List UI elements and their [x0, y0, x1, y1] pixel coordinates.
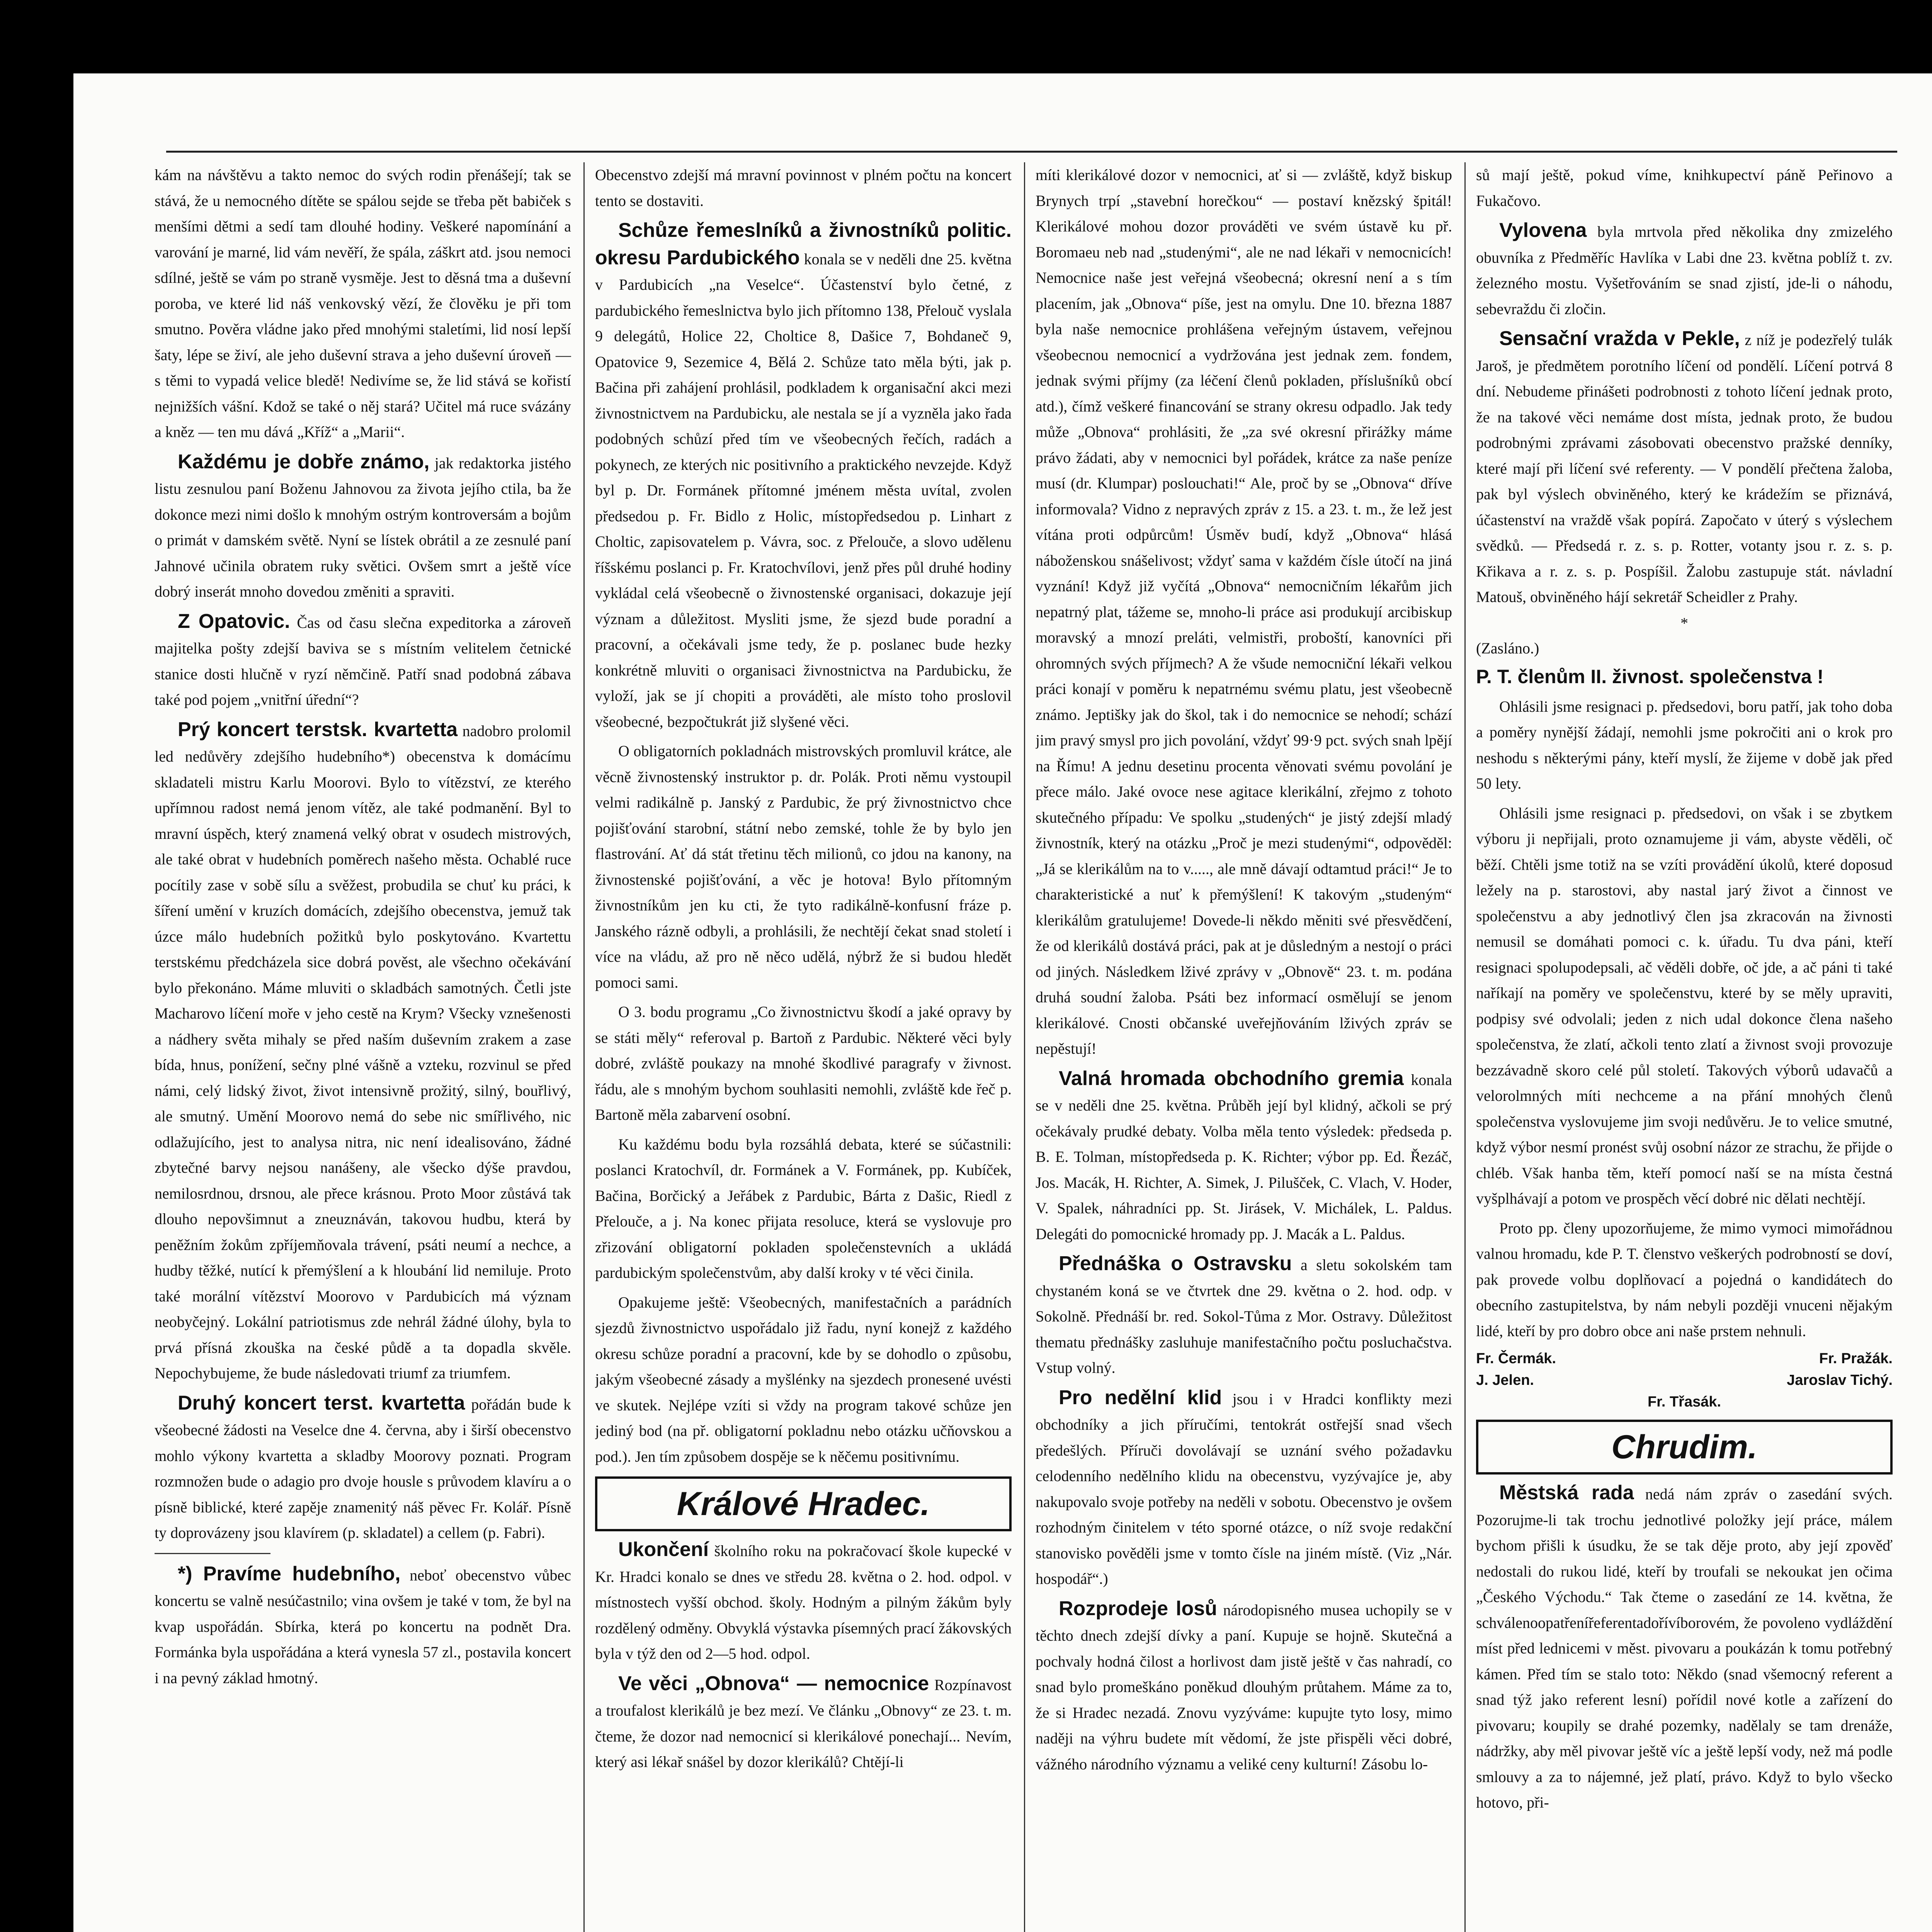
- article-text: kám na návštěvu a takto nemoc do svých rodin přenášejí; tak se stává, že u nemocného dítěte se spálou sejde se třeba pět babiček s menšími dětmi a sedí tam dlouhé hodiny. Veškeré napomínání a varování je marné, lid vám nevěří, že spála, záškrt atd. jsou nemoci sdílné, ještě se vám po straně vysměje. Jest to děsná tma a duševní poroba, ve které lid náš venkovský vězí, že člověku je při tom smutno. Pověra vládne jako před mnohými staletími, lid nosí lepší šaty, lépe se živí, ale jeho duševní strava a jeho duševní úroveň — s těmi to vypadá velice bledě! Nedivíme se, že lid stává se kořistí nejnižších vášní. Kdož se také o něj stará? Učitel má ruce svázány a kněz — ten mu dává „Kříž“ a „Marii“.: [155, 166, 571, 440]
- signature: Jaroslav Tichý.: [1787, 1372, 1893, 1388]
- footnote-separator: [155, 1553, 270, 1554]
- article-paragraph: [595, 218, 1012, 735]
- header-rule: [166, 151, 1897, 153]
- notice-body: [1476, 694, 1893, 1344]
- article-paragraph: [595, 999, 1012, 1128]
- signature-row-3: [1476, 1391, 1893, 1413]
- notice-paragraph: Proto pp. členy upozorňujeme, že mimo vymoci mimořádnou valnou hromadu, kde P. T. členstvo veškerých podrobností se doví, pak provede volbu doplňovací a pojedná o kandidátech do obecního zastupitelstva, by nám nebyli později vnuceni nějakým lidé, kteří by pro dobro obce ani naše prstem nehnuli.: [1476, 1219, 1893, 1340]
- newspaper-page: [155, 162, 1932, 1932]
- notice-heading: P. T. členům II. živnost. společenstva !: [1476, 665, 1824, 687]
- article-headline: Valná hromada obchodního gremia: [1059, 1067, 1404, 1090]
- article-paragraph: [155, 162, 571, 445]
- article-headline: Z Opatovic.: [178, 610, 290, 633]
- signature: Fr. Třasák.: [1647, 1394, 1721, 1410]
- signature: Fr. Čermák.: [1476, 1350, 1556, 1367]
- notice-paragraph: Ohlásili jsme resignaci p. předsedovi, on však i se zbytkem výboru ji nepřijali, proto oznamujeme ji vám, abyste věděli, oč běží. Chtěli jsme totiž na se vzíti provádění úkolů, které doposud ležely na p. starostovi, aby nastal jarý život a činnost ve společenstvu a aby jednotlivý člen jsa zkracován na živnosti nemusil se domáhati pomoci c. k. úřadu. Tu dva páni, kteří resignaci spolupodepsali, ač věděli dobře, oč jde, a ač páni ti také naříkají na poměry ve společenstvu, které by se měly upraviti, podpisy své odvolali; jeden z nich udal dokonce člena našeho společenstva, že zlatí, ačkoli tento zlatí a živnost svoji provozuje bezzávadně skoro celé půl století. Takových výborů udavačů a velorolmných míti nechceme a na přání mnohých členů společenstva vyslovujeme jim svoji nedůvěru. Je to velice smutné, když výbor nesmí pronést svůj osobní názor ze strachu, že přijde o chléb. Však hanba těm, kteří pomocí naší se na místa čestná vyšplhávají a potom ve prospěch věcí dobré nic dělati nechtějí.: [1476, 804, 1893, 1207]
- notice-sent-label: (Zasláno.): [1476, 639, 1539, 657]
- article-paragraph: [595, 738, 1012, 995]
- article-paragraph: [595, 162, 1012, 214]
- article-text: školního roku na pokračovací škole kupecké v Kr. Hradci konalo se dnes ve středu 28. května o 2. hod. odpol. v místnostech vyšší obchod. školy. Hodným a pilným žákům byly rozdělený odměny. Obvyklá výstavka písemných prací žákovských byla v týž den od 2—5 hod. odpol.: [595, 1542, 1012, 1662]
- article-text: Čas od času slečna expeditorka a zároveň majitelka pošty zdejší baviva se s místním velitelem četnické stanice dosti hlučně v ryzí němčině. Patří snad podobná zábava také pod pojem „vnitřní úřední“?: [155, 614, 571, 708]
- article-text: neboť obecenstvo vůbec koncertu se valně nesúčastnilo; vina ovšem je také v tom, že byl na kvap uspořádán. Sbírka, která po koncertu na podnět Dra. Formánka byla uspořádána a která vynesla 57 zl., postavila koncert i na pevný základ hmotný.: [155, 1566, 571, 1687]
- article-text: nadobro prolomil led nedůvěry zdejšího hudebního*) obecenstva k domácímu skladateli mistru Karlu Moorovi. Bylo to vítězství, ze kterého upřímnou radost nemá jenom vítěz, ale také podmanění. Byl to mravní úspěch, který znamená velký obrat v osudech mistrových, ale také obrat v hudebních poměrech našeho města. Ochablé ruce pocítily zase v sobě sílu a svěžest, probudila se chuť ku práci, k šíření umění v kruzích domácích, zdejšího obecenstva, jemuž tak úzce málo hudebních požitků bylo poskytováno. Kvartettu terstskému předcházela sice dobrá pověst, ale všechno očekávání bylo překonáno. Máme mluviti o skladbách samotných. Četli jste Macharovo líčení moře v jeho cestě na Krym? Všecky vznešenosti a nádhery světa mihaly se před naším duševním zrakem a zase bída, hnus, ponížení, sečny plné vášně a vzteku, rozvinul se před námi, celý lidský život, život intensivně prožitý, silný, bouřlivý, ale smutný. Umění Moorovo nemá do sebe nic smířlivého, nic odlažujícího, jest to analysa nitra, nic není idealisováno, žádné zbytečné barvy nejsou nanášeny, ale všecko dýše pravdou, nemilosrdnou, drsnou, ale přece krásnou. Proto Moor zůstává tak dlouho nepovšimnut a zneuznáván, takovou hudbu, která by peněžním žokům zpříjemňovala trávení, psáti neumí a nechce, a hudby těžké, nutící k přemýšlení a k hloubání lid nemiluje. Proto také morální vítězství Moorovo v Pardubicích má význam neobyčejný. Lokální patriotismus zde nehrál žádné úlohy, byla to prvá přísná zkouška na české půdě a ta dopadla skvěle. Nepochybujeme, že bude následovati triumf za triumfem.: [155, 722, 571, 1382]
- signature: J. Jelen.: [1476, 1372, 1534, 1388]
- article-text: konala se v neděli dne 25. května v Pardubicích „na Veselce“. Účastenství bylo četné, z pardubického řemeslnictva bylo jich přítomno 138, Přelouč vyslala 9 delegátů, Holice 22, Choltice 8, Dašice 7, Bohdaneč 9, Opatovice 9, Sezemice 4, Bělá 2. Schůze tato měla býti, jak p. Bačina při zahájení prohlásil, podkladem k organisační akci mezi živnostnictvem na Pardubicku, ale nestala se jí a vyzněla jako řada podobných schůzí před tím ve všeobecných řečích, radách a pokynech, ze kterých nic positivního a praktického nevzejde. Když byl p. Dr. Formánek přítomné jménem města uvítal, zvolen předsedou p. Fr. Bidlo z Holic, místopředsedou p. Linhart z Choltic, zapisovatelem p. Vávra, soc. z Přelouče, a slovo udělenu říšskému poslanci p. Fr. Kratochvílovi, jenž přes půl druhé hodiny vykládal celá všeobecně o živnostenské organisaci, dokazuje její význam a důležitost. Mysliti jsme, že sjezd bude poradní a pracovní, a očekávali jsme tedy, že p. poslanec bude hezky konkrétně mluviti o organisaci živnostnictva na Pardubicku, že vyloží, jak se jí chopiti a prováděti, ale místo toho proslovil všeobecné, bezpočtukrát již slyšené věci.: [595, 250, 1012, 730]
- column-3-articles: [1036, 162, 1452, 1777]
- article-text: Rozpínavost a troufalost klerikálů je bez mezí. Ve článku „Obnovy“ ze 23. t. m. čteme, že dozor nad nemocnicí si klerikálové ponechají... Nevím, který asi lékař snášel by dozor klerikálů? Chtějí-li: [595, 1676, 1012, 1770]
- article-headline: Ve věci „Obnova“ — nemocnice: [618, 1672, 929, 1695]
- column-2-articles: [595, 162, 1012, 1469]
- article-paragraph: [595, 1537, 1012, 1667]
- article-paragraph: [1476, 1480, 1893, 1816]
- article-text: míti klerikálové dozor v nemocnici, ať si — zvláště, když biskup Brynych trpí „stavební horečkou“ — postaví knězský špitál! Klerikálové mohou dozor prováděti ve svém ústavě ku př. Boromaeu neb nad „studenými“, ale ne nad lékaři v nemocnicích! Nemocnice naše jest veřejná všeobecná; okresní není a s tím placením, jak „Obnova“ píše, jest na omylu. Dne 10. března 1887 byla naše nemocnice prohlášena veřejným ústavem, veřejnou všeobecnou nemocnicí a vydržována jest jednak zem. fondem, jednak svými příjmy (za léčení členů pokladen, příslušníků obcí atd.), čímž veškeré financování se strany okresu odpadlo. Jak tedy může „Obnova“ prohlásiti, že „za své okresní přirážky máme právo žádati, aby v nemocnici byl pořádek, krátce za naše peníze musí (dr. Klumpar) poslouchati!“ Ale, proč by se „Obnova“ dříve informovala? Vidno z nepravých zpráv z 15. a 23. t. m., že lež jest vítána proti odpůrcům! Úsměv budí, když „Obnova“ hlásá náboženskou snášelivost; vždyť sama v každém čísle útočí na jiná vyznání! Když již vyčítá „Obnova“ nemocničním lékařům jich nepatrný plat, tážeme se, mnoho-li práce asi produkují arcibiskup moravský a mnozí preláti, velmistři, proboští, kanovníci při ohromných svých příjmech? A že všude nemocniční lékaři velkou práci konají v poměru k nepatrnému svému platu, jest všeobecně známo. Jeptišky jak do škol, tak i do nemocnice se nehodí; schází jim pravý smysl pro jich povolání, vždyť 99·9 pct. svých snah lpějí na Římu! A jednu desetinu procenta věnovati svému povolání je přece málo. Jaké ovoce nese agitace klerikální, zřejmo z tohoto skutečného případu: Ve spolku „studených“ je jistý zdejší mladý živnostník, který na otázku „Proč je mezi studenými“, odpověděl: „Já se klerikálům na to v....., ale mně dávají odtamtud práci!“ Je to charakteristické a nuť k přemýšlení! K takovým „studeným“ klerikálům gratulujeme! Dovede-li někdo měniti své přesvědčení, že od klerikálů dostává práci, pak at je důsledným a nestojí o práci od jiných. Následkem lživé zprávy v „Obnově“ 23. t. m. podána druhá soudní žaloba. Psáti bez informací osmělují se jenom klerikálové. Cnosti občanské uveřejňováním lživých zpráv se nepěstují!: [1036, 166, 1452, 1057]
- column-3: [1036, 162, 1452, 1932]
- article-paragraph: [1476, 326, 1893, 610]
- article-text: národopisného musea uchopily se v těchto dnech zdejší dívky a paní. Kupuje se hojně. Skutečná a pochvaly hodná čilost a horlivost dam jistě ještě v čas nahradí, co snad bylo promeškáno poněkud dlouhým průtahem. Máme za to, že si Hradec nezadá. Znovu vyzýváme: kupujte tyto losy, mimo naději na výhru budete mít vědomí, že jste přispěli věci dobré, vážného národního významu a veliké ceny kulturní! Zásobu lo-: [1036, 1601, 1452, 1773]
- article-paragraph: [595, 1671, 1012, 1775]
- article-paragraph: [1036, 1385, 1452, 1592]
- section-heading-kralove-hradec: Králové Hradec.: [595, 1476, 1012, 1531]
- article-text: z níž je podezřelý tulák Jaroš, je předmětem porotního líčení od pondělí. Líčení potrvá 8 dní. Nebudeme přinášeti podrobnosti z tohoto líčení jednak proto, že na takové věci nemáme dost místa, jednak proto, že budou podrobnými zprávami zásobovati obecenstvo pražské denníky, které mají při líčení své referenty. — V pondělí přečtena žaloba, pak byl výslech obviněného, který ke krádežím se přiznává, účastenství na vraždě však popírá. Započato v úterý s výslechem svědků. — Předsedá r. z. s. p. Rotter, votanty jsou r. z. s. p. Křikava a r. z. s. p. Pospíšil. Žalobu zastupuje stát. návladní Matouš, obviněného hájí sekretář Scheidler z Prahy.: [1476, 331, 1893, 605]
- article-headline: Rozprodeje losů: [1059, 1597, 1217, 1620]
- article-headline: Prý koncert terstsk. kvartetta: [178, 718, 458, 741]
- signature-row-1: [1476, 1348, 1893, 1369]
- column-4: [1476, 162, 1893, 1932]
- article-text: jak redaktorka jistého listu zesnulou paní Boženu Jahnovou za života jejího ctila, ba že dokonce mezi nimi došlo k mnohým ostrým kontroversám a bojům o primát v damském světě. Nyní se lístek obrátil a ze zesnulé paní Jahnové učinila obratem ruky světici. Ovšem smrt a ještě více dobrý inserát mnoho dovedou změniti a spraviti.: [155, 454, 571, 600]
- article-text: Obecenstvo zdejší má mravní povinnost v plném počtu na koncert tento se dostaviti.: [595, 166, 1012, 209]
- article-paragraph: [595, 1132, 1012, 1286]
- column-1: [155, 162, 571, 1932]
- article-headline: *) Pravíme hudebního,: [178, 1562, 401, 1585]
- column-1-articles: [155, 162, 571, 1691]
- article-paragraph: [155, 609, 571, 713]
- article-paragraph: [595, 1290, 1012, 1470]
- article-text: a sletu sokolském tam chystaném koná se ve čtvrtek dne 29. května o 2. hod. odp. v Sokolně. Přednáší br. red. Sokol-Tůma z Mor. Ostravy. Důležitost thematu přednášky zasluhuje manifestačního počtu posluchačstva. Vstup volný.: [1036, 1256, 1452, 1376]
- article-headline: Městská rada: [1499, 1481, 1634, 1504]
- section-heading-chrudim: Chrudim.: [1476, 1420, 1893, 1475]
- article-paragraph: [155, 1561, 571, 1691]
- article-paragraph: [1476, 218, 1893, 322]
- article-paragraph: [155, 449, 571, 605]
- article-text: O 3. bodu programu „Co živnostnictvu škodí a jaké opravy by se státi měly“ referoval p. Bartoň z Pardubic. Některé věci byly dobré, zvláště poukazy na mnohé škodlivé paragrafy v živnost. řádu, ale s mnohým bychom souhlasiti nemohli, zvláště kde řeč p. Bartoně měla zabarvení osobní.: [595, 1003, 1012, 1123]
- column-2-hradec-articles: [595, 1537, 1012, 1775]
- column-divider: [1464, 162, 1466, 1932]
- article-headline: Přednáška o Ostravsku: [1059, 1252, 1292, 1275]
- column-divider: [1024, 162, 1025, 1932]
- column-divider: [583, 162, 585, 1932]
- article-text: sů mají ještě, pokud víme, knihkupectví páně Peřinovo a Fukačovo.: [1476, 166, 1893, 209]
- article-paragraph: [1036, 162, 1452, 1062]
- article-paragraph: [1036, 1251, 1452, 1381]
- notice-paragraph: Ohlásili jsme resignaci p. předsedovi, boru patří, jak toho doba a poměry nynější žádají, nemohli jsme pokročiti ani o krok pro neshodu s některými pány, kteří myslí, že žijeme v době jak před 50 lety.: [1476, 697, 1893, 792]
- article-text: konala se v neděli dne 25. května. Průběh její byl klidný, ačkoli se prý očekávaly prudké debaty. Volba měla tento výsledek: předseda p. B. E. Tolman, místopředseda p. K. Richter; výbor pp. Ed. Řezáč, Jos. Macák, H. Richter, A. Simek, J. Pilušček, C. Vlach, V. Hoder, V. Spalek, náhradníci pp. St. Jirásek, V. Michálek, L. Paldus. Delegáti do pomocnické hromady pp. J. Macák a L. Paldus.: [1036, 1071, 1452, 1243]
- article-paragraph: [155, 1390, 571, 1546]
- notice-star: *: [1680, 614, 1688, 632]
- signature: Fr. Pražák.: [1819, 1350, 1893, 1367]
- article-text: Opakujeme ještě: Všeobecných, manifestačních a parádních sjezdů živnostnictvo uspořádalo již řadu, nyní konejž z každého okresu schůze poradní a pracovní, kde by se dohodlo o způsobu, jakým všeobecné zásady a myšlénky na sjezdech pronesené uvésti ve skutek. Nejlépe vzíti si vždy na program takové schůze jen jediný bod (na př. obligatorní pokladnu nebo otázku učňovskou a pod.). Jen tím způsobem dospěje se k něčemu positivnímu.: [595, 1293, 1012, 1465]
- signature-row-2: [1476, 1369, 1893, 1391]
- article-paragraph: [155, 717, 571, 1386]
- article-headline: Pro nedělní klid: [1059, 1386, 1222, 1409]
- column-4-chrudim-articles: [1476, 1480, 1893, 1816]
- article-text: jsou i v Hradci konflikty mezi obchodníky a jich příručími, tentokrát ostřejší snad všech předešlých. Příruči dovolávají se uznání svého požadavku celodenního nedělního klidu na obecenstvu, vyzývajíce je, aby nakupovalo svoje potřeby na neděli v sobotu. Obecenstvo je ovšem rozhodným činitelem v této sporné otázce, o níž svoje redakční stanovisko pověděli jsme v tomto čísle na jiném místě. (Viz „Nár. hospodář“.): [1036, 1390, 1452, 1587]
- article-text: byla mrtvola před několika dny zmizelého obuvníka z Předměříc Havlíka v Labi dne 23. května poblíž t. zv. železného mostu. Vyšetřováním se snad zjistí, jde-li o náhodu, sebevraždu či zločin.: [1476, 223, 1893, 318]
- article-headline: Schůze řemeslníků a živnostníků politic. okresu Pardubického: [595, 219, 1012, 269]
- article-paragraph: [1036, 1066, 1452, 1247]
- article-headline: Ukončení: [618, 1538, 709, 1561]
- column-4-articles: [1476, 162, 1893, 610]
- article-headline: Každému je dobře známo,: [178, 450, 430, 473]
- article-paragraph: [1036, 1596, 1452, 1777]
- article-text: O obligatorních pokladnách mistrovských promluvil krátce, ale věcně živnostenský instruktor p. dr. Polák. Proti němu vystoupil velmi radikálně p. Janský z Pardubic, že prý živnostnictvo chce pojišťování starobní, státní nebo zemské, tohle že by bylo jen flastrování. Ať dá stát třetinu těch milionů, co jdou na kanony, na živnostenské pojišťování, a věc je hotova! Bylo přítomným živnostníkům jen ku cti, že tyto radikálně-konfusní fráze p. Janského rázně odbyli, a prohlásili, že nechtějí čekat snad století i více na vládu, až pro ně něco udělá, nýbrž že si budou hledět pomoci sami.: [595, 742, 1012, 991]
- article-headline: Druhý koncert terst. kvartetta: [178, 1391, 465, 1414]
- article-text: nedá nám zpráv o zasedání svých. Pozorujme-li tak trochu jednotlivé položky její práce, málem bychom přišli k úsudku, že se tak děje proto, aby její zpověď nedostali do rukou lidé, kteří by troufali se nekoukat jen očima „Českého Východu.“ Tak čteme o zasedání ze 14. května, že schválenoopatřenířeferentadořívíborovém, že povoleno vydláždění míst před lednicemi v měst. pivovaru a poukázán k tomu potřebný kámen. Před tím se stalo toto: Někdo (snad všemocný referent a snad týž jako referent lesní) pořídil nové kotle a zařízení do pivovaru; koupily se drahé pozemky, nadělaly se tam drenáže, nádržky, aby měl pivovar ještě víc a ještě lepší vody, než má podle smlouvy a za to nájemné, jež platí, právo. Když to bylo všecko hotovo, při-: [1476, 1485, 1893, 1811]
- article-headline: Vylovena: [1499, 219, 1587, 242]
- article-text: Ku každému bodu byla rozsáhlá debata, které se súčastnili: poslanci Kratochvíl, dr. Formánek a V. Formánek, pp. Kubíček, Bačina, Borčický a Jeřábek z Pardubic, Bárta z Dašic, Riedl z Přelouče, a j. Na konec přijata resoluce, která se vyslovuje pro zřizování obligatorní pokladen společenstevních a ukládá pardubickým společenstvům, aby další kroky v té věci činila.: [595, 1135, 1012, 1281]
- article-text: pořádán bude k všeobecné žádosti na Veselce dne 4. června, aby i širší obecenstvo mohlo výkony kvartetta a skladby Moorovy poznati. Program rozmnožen bude o adagio pro dvoje housle s průvodem klavíru a o písně biblické, které zapěje znamenitý náš pěvec Fr. Kolář. Písně ty doprovázeny jsou klavírem (p. skladatel) a cellem (p. Fabri).: [155, 1395, 571, 1541]
- article-headline: Sensační vražda v Pekle,: [1499, 327, 1740, 350]
- column-2: [595, 162, 1012, 1932]
- article-paragraph: [1476, 162, 1893, 214]
